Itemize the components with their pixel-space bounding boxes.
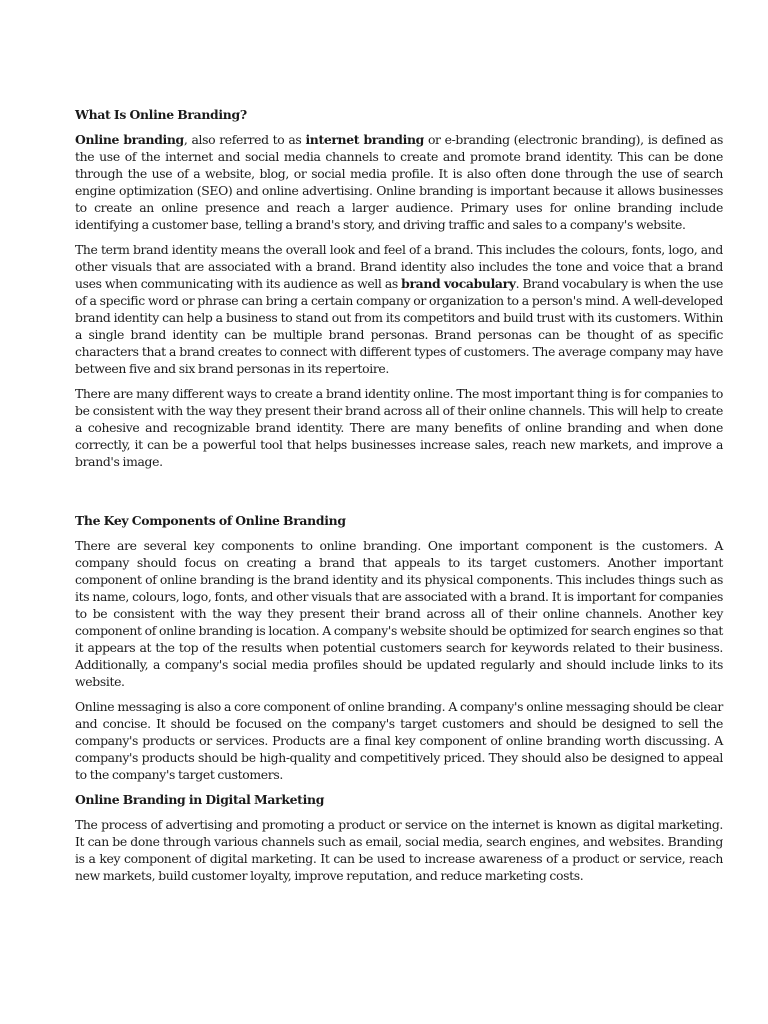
section-heading-digital-marketing: Online Branding in Digital Marketing bbox=[75, 792, 325, 807]
paragraph-text: , also referred to as bbox=[183, 132, 306, 147]
document-page bbox=[75, 106, 723, 892]
paragraph-online-messaging: Online messaging is also a core component of online branding. A company's online messaging should be clear and concise. It should be focused on the company's target customers and should be designed to sell the company's products or services. Products are a final key component of online branding worth discussing. A company's products should be high-quality and competitively priced. They should also be designed to appeal to the company's target customers. bbox=[75, 699, 723, 782]
bold-term-online-branding: Online branding bbox=[75, 132, 184, 147]
paragraph-online-branding-definition bbox=[75, 131, 723, 233]
paragraph-brand-identity bbox=[75, 241, 723, 377]
paragraph-text: . Brand vocabulary is when the use of a specific word or phrase can bring a certain company or organization to a person's mind. A well-developed brand identity can help a business to stand out from its competitors and build trust with its customers. Within a single brand identity can be multiple brand personas. Brand personas can be thought of as specific characters that a brand creates to connect with different types of customers. The average company may have between five and six brand personas in its repertoire. bbox=[75, 276, 723, 376]
section-heading-key-components: The Key Components of Online Branding bbox=[75, 513, 346, 528]
section-spacer bbox=[75, 478, 723, 512]
section-heading-what-is-online-branding: What Is Online Branding? bbox=[75, 107, 247, 122]
paragraph-key-components: There are several key components to online branding. One important component is the customers. A company should focus on creating a brand that appeals to its target customers. Another important component of online branding is the brand identity and its physical components. This includes things such as its name, colours, logo, fonts, and other visuals that are associated with a brand. It is important for companies to be consistent with the way they present their brand across all of their online channels. Another key component of online branding is location. A company's website should be optimized for search engines so that it appears at the top of the results when potential customers search for keywords related to their business. Additionally, a company's social media profiles should be updated regularly and should include links to its website. bbox=[75, 538, 723, 689]
bold-term-brand-vocabulary: brand vocabulary bbox=[401, 276, 516, 291]
paragraph-digital-marketing: The process of advertising and promoting a product or service on the internet is known as digital marketing. It can be done through various channels such as email, social media, search engines, and websites. Branding is a key component of digital marketing. It can be used to increase awareness of a product or service, reach new markets, build customer loyalty, improve reputation, and reduce marketing costs. bbox=[75, 817, 723, 883]
bold-term-internet-branding: internet branding bbox=[305, 132, 424, 147]
paragraph-text: The term brand identity means the overall look and feel of a brand. This includes the colours, fonts, logo, and other visuals that are associated with a brand. Brand identity also includes the tone and voice that a brand uses when communicating with its audience as well as bbox=[75, 242, 723, 291]
paragraph-text: or e-branding (electronic branding), is defined as the use of the internet and social media channels to create and promote brand identity. This can be done through the use of a website, blog, or social media profile. It is also often done through the use of search engine optimization (SEO) and online advertising. Online branding is important because it allows businesses to create an online presence and reach a larger audience. Primary uses for online branding include identifying a customer base, telling a brand's story, and driving traffic and sales to a company's website. bbox=[75, 132, 723, 232]
paragraph-create-brand-identity: There are many different ways to create a brand identity online. The most important thing is for companies to be consistent with the way they present their brand across all of their online channels. This will help to create a cohesive and recognizable brand identity. There are many benefits of online branding and when done correctly, it can be a powerful tool that helps businesses increase sales, reach new markets, and improve a brand's image. bbox=[75, 386, 723, 469]
